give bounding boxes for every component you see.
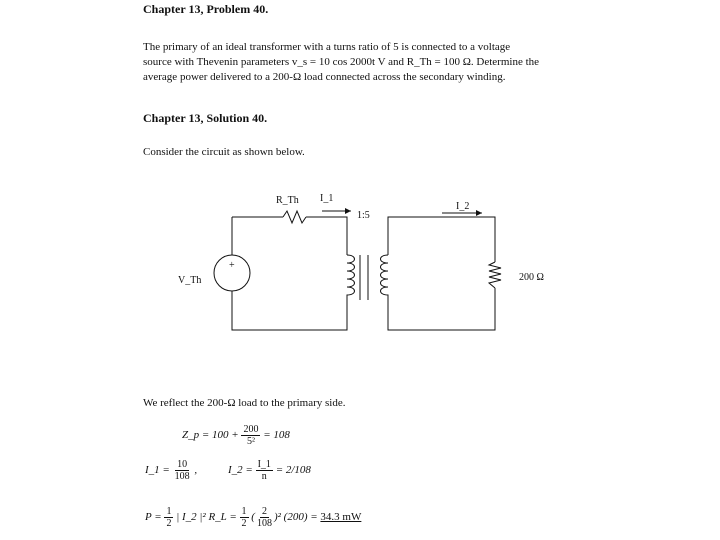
zp-denominator: 5² xyxy=(246,436,255,447)
equation-zp xyxy=(182,424,290,447)
p-numerator-3: 2 xyxy=(261,506,267,517)
p-result: 34.3 mW xyxy=(320,511,362,524)
i1-denominator: 108 xyxy=(174,471,190,482)
resistor-rth xyxy=(283,211,306,223)
equation-power xyxy=(145,506,361,529)
label-rth: R_Th xyxy=(276,195,299,206)
reflect-text: We reflect the 200-Ω load to the primary side. xyxy=(143,397,346,409)
i2-denominator: n xyxy=(261,471,267,482)
solution-heading: Chapter 13, Solution 40. xyxy=(143,111,268,125)
i1-lhs: I_1 = xyxy=(145,464,170,477)
p-fraction-3 xyxy=(255,506,274,529)
zp-fraction xyxy=(241,424,260,447)
load-resistor xyxy=(489,262,501,288)
i1-fraction xyxy=(173,459,192,482)
i1-numerator: 10 xyxy=(177,459,188,470)
p-middle: | I_2 |² R_L = xyxy=(176,511,237,524)
i2-arrow-head xyxy=(476,210,482,216)
p-paren-close: )² (200) = xyxy=(273,511,318,524)
problem-line-3: average power delivered to a 200-Ω load connected across the secondary winding. xyxy=(143,71,506,83)
i2-numerator: I_1 xyxy=(257,459,271,470)
i2-lhs: I_2 = xyxy=(228,464,253,477)
solution-intro: Consider the circuit as shown below. xyxy=(143,146,305,158)
label-vth: V_Th xyxy=(178,275,202,286)
problem-line-1: The primary of an ideal transformer with a turns ratio of 5 is connected to a voltage xyxy=(143,41,511,53)
problem-heading: Chapter 13, Problem 40. xyxy=(143,2,269,16)
zp-rhs: = 108 xyxy=(263,429,290,442)
problem-line-2: source with Thevenin parameters v_s = 10 cos 2000t V and R_Th = 100 Ω. Determine the xyxy=(143,56,540,68)
p-paren-open: ( xyxy=(251,511,255,524)
secondary-top-wire xyxy=(388,217,495,262)
label-source-sign: + xyxy=(229,260,235,271)
primary-bottom-wire xyxy=(232,291,347,330)
p-fraction-1 xyxy=(164,506,173,529)
equation-i1 xyxy=(145,459,197,482)
p-denominator-1: 2 xyxy=(166,518,172,529)
primary-coil xyxy=(347,255,355,300)
primary-top-wire-right xyxy=(306,217,347,255)
p-numerator-2: 1 xyxy=(241,506,247,517)
label-load: 200 Ω xyxy=(519,272,544,283)
zp-lhs: Z_p = 100 + xyxy=(182,429,239,442)
zp-numerator: 200 xyxy=(243,424,259,435)
i2-fraction xyxy=(256,459,273,482)
p-denominator-3: 108 xyxy=(256,518,272,529)
secondary-coil xyxy=(381,255,389,300)
i1-separator: , xyxy=(194,464,198,477)
p-lhs: P = xyxy=(145,511,162,524)
secondary-bottom-wire xyxy=(388,288,495,330)
label-i1: I_1 xyxy=(320,193,334,204)
i2-rhs: = 2/108 xyxy=(275,464,311,477)
p-fraction-2 xyxy=(240,506,249,529)
label-i2: I_2 xyxy=(456,201,470,212)
p-numerator-1: 1 xyxy=(166,506,172,517)
label-ratio: 1:5 xyxy=(357,210,370,221)
p-denominator-2: 2 xyxy=(241,518,247,529)
i1-arrow-head xyxy=(345,208,351,214)
equation-i2 xyxy=(228,459,311,482)
